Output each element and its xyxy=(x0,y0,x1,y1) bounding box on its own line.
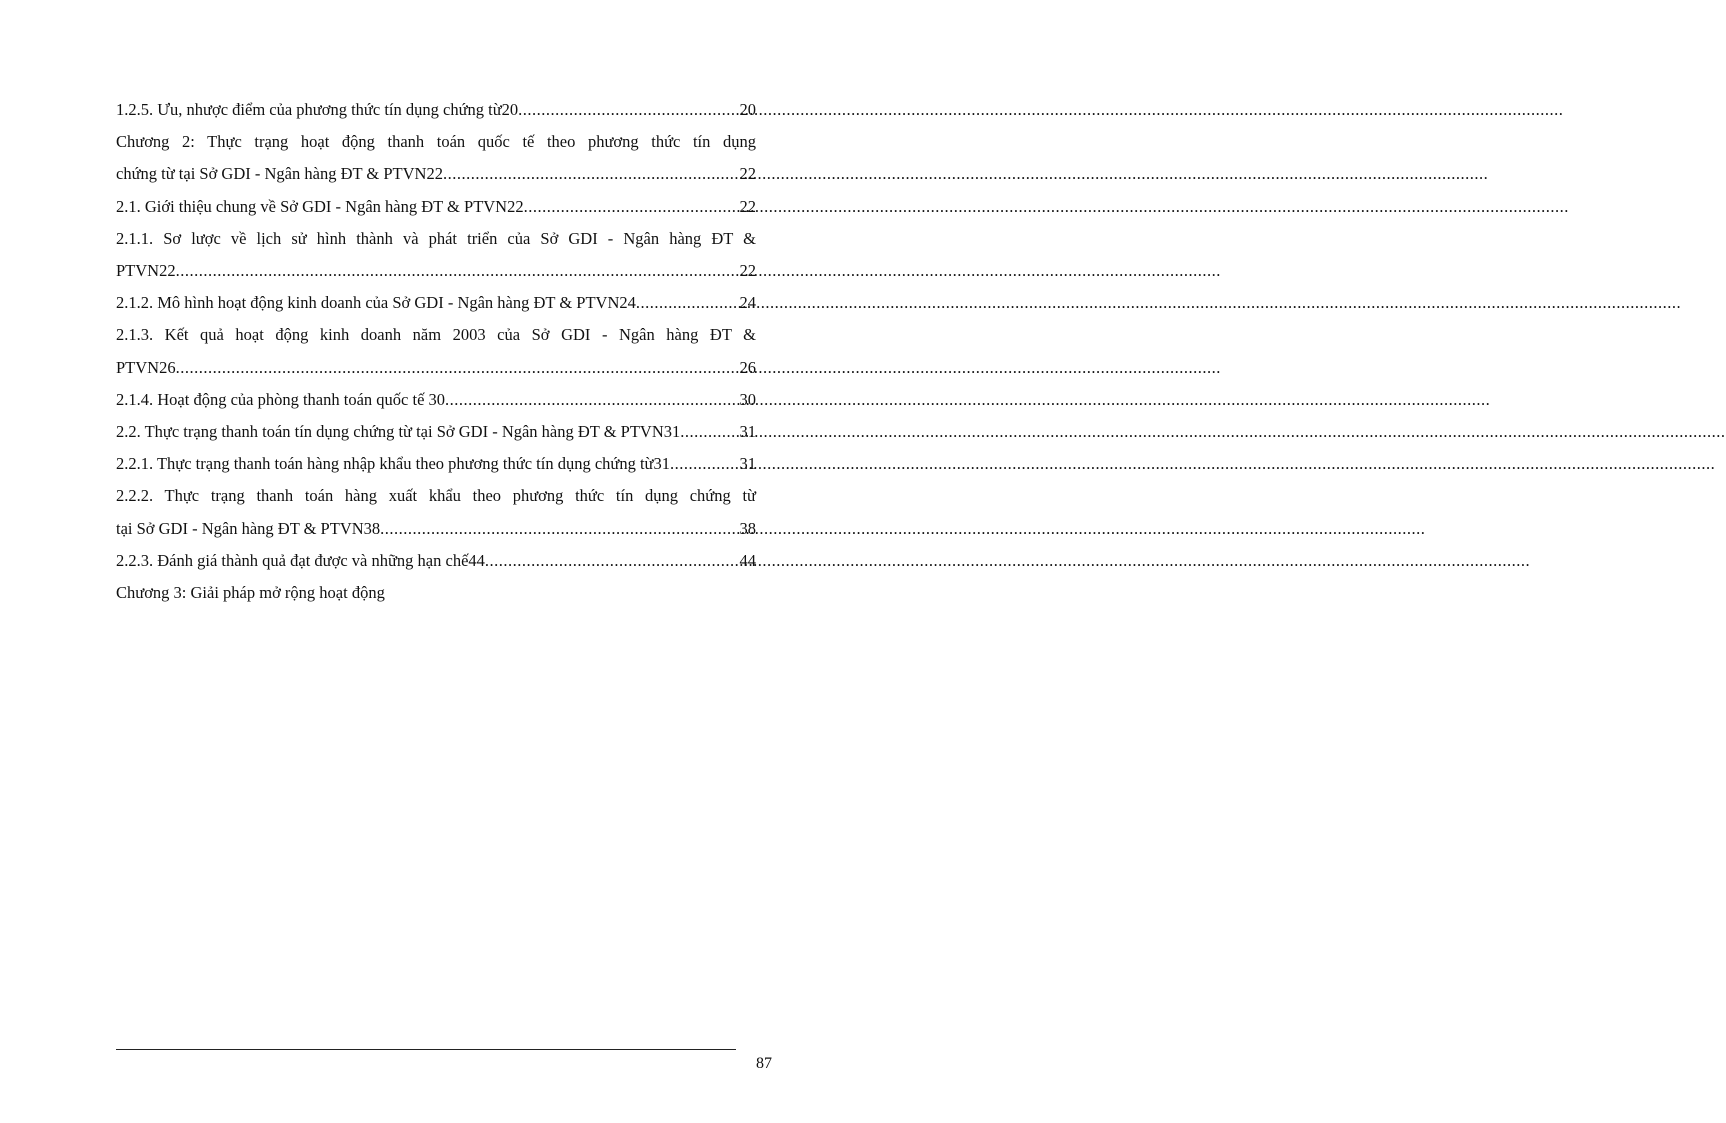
toc-entry[interactable] xyxy=(116,223,756,287)
toc-entry-title-line2: tại Sở GDI - Ngân hàng ĐT & PTVN38 xyxy=(116,518,381,538)
toc-entry-title-line1: Chương 2: Thực trạng hoạt động thanh toán quốc tế theo phương thức tín dụng xyxy=(116,132,756,152)
toc-dot-leader xyxy=(443,158,739,190)
toc-entry-page: 20 xyxy=(739,100,756,119)
toc-entry-title: 2.2. Thực trạng thanh toán tín dụng chứng từ tại Sở GDI - Ngân hàng ĐT & PTVN31 xyxy=(116,422,681,442)
toc-dot-leader xyxy=(176,352,739,384)
toc-entry-page: 24 xyxy=(739,293,756,313)
toc-entry-page: 30 xyxy=(739,389,756,409)
toc-dot-leader xyxy=(680,416,738,448)
toc-entry[interactable] xyxy=(116,416,756,448)
toc-entry-page: 44 xyxy=(739,550,756,570)
toc-entry-page: 31 xyxy=(739,422,756,442)
toc-entry[interactable] xyxy=(116,480,756,544)
toc-entry-title-line1: 2.2.2. Thực trạng thanh toán hàng xuất khẩu theo phương thức tín dụng chứng từ xyxy=(116,486,756,506)
toc-entry[interactable] xyxy=(116,384,756,416)
toc-entry-title-line2: PTVN22 xyxy=(116,261,176,281)
toc-entry-page: 22 xyxy=(739,261,756,281)
toc-dot-leader xyxy=(518,94,738,126)
toc-entry-page: 31 xyxy=(739,454,756,474)
toc-entry-title-line1: 2.1.1. Sơ lược về lịch sử hình thành và phát triển của Sở GDI - Ngân hàng ĐT & xyxy=(116,228,756,248)
toc-entry[interactable] xyxy=(116,94,756,126)
toc-dot-leader xyxy=(485,545,739,577)
toc-entry-title-line2: chứng từ tại Sở GDI - Ngân hàng ĐT & PTVN22 xyxy=(116,164,443,184)
toc-entry[interactable] xyxy=(116,287,756,319)
toc-dot-leader xyxy=(524,191,739,223)
toc-entry-page: 22 xyxy=(739,164,756,184)
toc-entry-title: 2.2.1. Thực trạng thanh toán hàng nhập khẩu theo phương thức tín dụng chứng từ31 xyxy=(116,454,670,474)
toc-entry-page: 38 xyxy=(739,518,756,538)
toc-entry[interactable] xyxy=(116,448,756,480)
table-of-contents xyxy=(116,94,756,609)
page-number: 87 xyxy=(756,1055,772,1072)
toc-entry-page: 26 xyxy=(739,357,756,377)
toc-dot-leader xyxy=(636,287,739,319)
toc-entry-title: 2.1.4. Hoạt động của phòng thanh toán quốc tế 30 xyxy=(116,389,446,409)
toc-entry[interactable] xyxy=(116,191,756,223)
toc-dot-leader xyxy=(176,255,739,287)
toc-dot-leader xyxy=(380,513,738,545)
toc-entry-title-line2: PTVN26 xyxy=(116,357,176,377)
toc-entry-title: 2.1.2. Mô hình hoạt động kinh doanh của Sở GDI - Ngân hàng ĐT & PTVN24 xyxy=(116,293,636,313)
toc-entry[interactable] xyxy=(116,545,756,577)
toc-entry[interactable] xyxy=(116,126,756,190)
toc-entry-title: 1.2.5. Ưu, nhược điểm của phương thức tín dụng chứng từ20 xyxy=(116,100,519,119)
toc-entry[interactable] xyxy=(116,319,756,383)
footer-divider xyxy=(116,1049,736,1050)
toc-entry-page: 22 xyxy=(739,196,756,216)
toc-entry-title: 2.1. Giới thiệu chung về Sở GDI - Ngân hàng ĐT & PTVN22 xyxy=(116,196,524,216)
toc-dot-leader xyxy=(445,384,738,416)
toc-entry-chapter-heading[interactable]: Chương 3: Giải pháp mở rộng hoạt động xyxy=(116,583,385,603)
toc-dot-leader xyxy=(670,448,739,480)
toc-entry-title-line1: 2.1.3. Kết quả hoạt động kinh doanh năm 2003 của Sở GDI - Ngân hàng ĐT & xyxy=(116,325,756,345)
toc-entry-title: 2.2.3. Đánh giá thành quả đạt được và những hạn chế44 xyxy=(116,550,485,570)
